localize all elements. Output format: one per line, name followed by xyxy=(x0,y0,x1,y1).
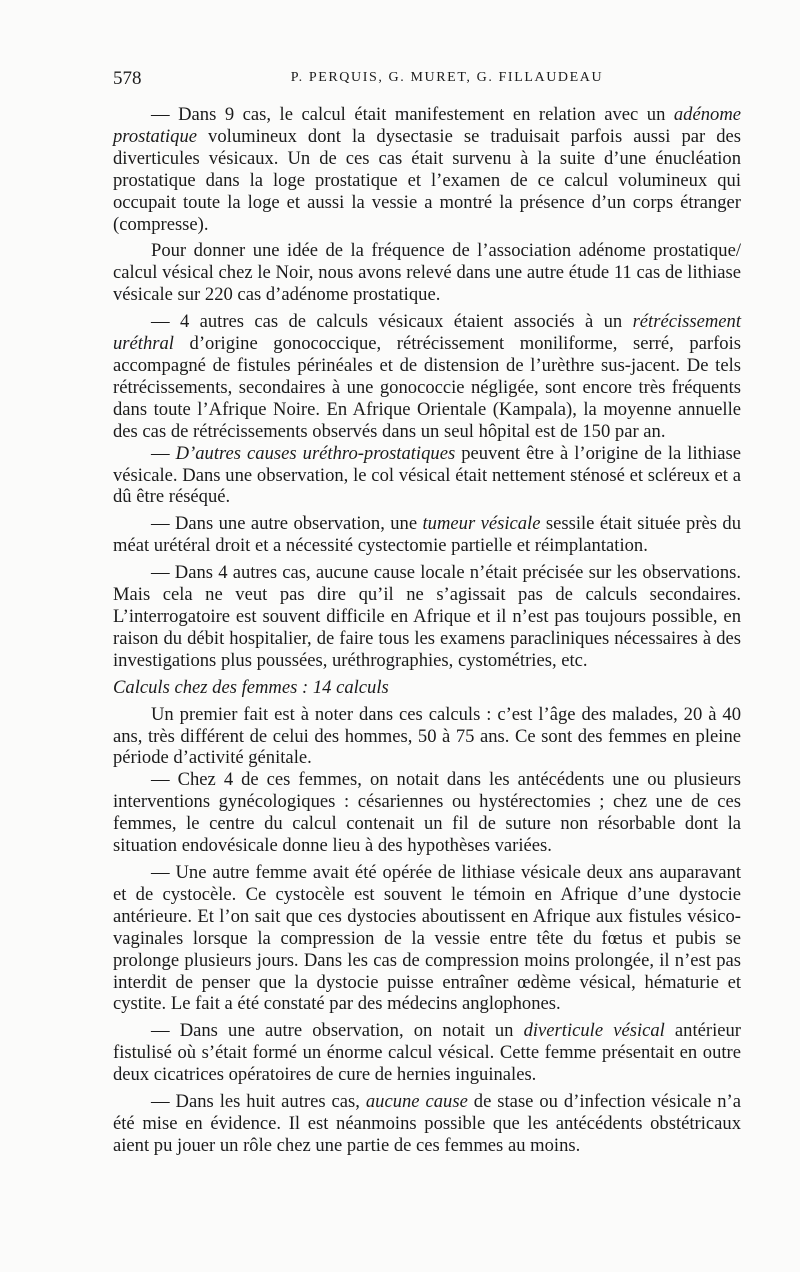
document-page xyxy=(113,68,741,1162)
emphasis: diverticule vésical xyxy=(523,1020,665,1042)
paragraph: — Dans 9 cas, le calcul était manifestement en relation avec un adénome prostatique volumineux dont la dysectasie se traduisait parfois aussi par des diverticules vésicaux. Un de ces cas était survenu à la suite d’une énucléation prostatique dans la loge prostatique et l’examen de ce calcul volumineux qui occupait toute la loge et aussi la vessie a montré la présence d’un corps étranger (compresse). xyxy=(113,104,741,235)
paragraph: — Dans une autre observation, on notait un diverticule vésical antérieur fistulisé où s’était formé un énorme calcul vésical. Cette femme présentait en outre deux cicatrices opératoires de cure de hernies inguinales. xyxy=(113,1020,742,1086)
running-head: P. PERQUIS, G. MURET, G. FILLAUDEAU xyxy=(290,70,604,85)
emphasis: D’autres causes uréthro-prostatiques xyxy=(175,442,456,464)
page-header xyxy=(113,68,741,98)
paragraph: — Chez 4 de ces femmes, on notait dans les antécédents une ou plusieurs interventions gynécologiques : césariennes ou hystérectomies ; chez une de ces femmes, le centre du calcul contenait un fil de suture non résorbable dont la situation endovésicale donne lieu à des hypothèses variées. xyxy=(113,769,741,857)
paragraph: Pour donner une idée de la fréquence de l’association adénome prostatique/ calcul vésical chez le Noir, nous avons relevé dans une autre étude 11 cas de lithiase vésicale sur 220 cas d’adénome prostatique. xyxy=(113,240,741,306)
paragraph: — Dans les huit autres cas, aucune cause de stase ou d’infection vésicale n’a été mise en évidence. Il est néanmoins possible que les antécédents obstétricaux aient pu jouer un rôle chez une partie de ces femmes au moins. xyxy=(113,1091,741,1156)
paragraph: — 4 autres cas de calculs vésicaux étaient associés à un rétrécissement uréthral d’origine gonococcique, rétrécissement moniliforme, serré, parfois accompagné de fistules périnéales et de distension de l’urèthre sus-jacent. De tels rétrécissements, secondaires à une gonococcie négligée, sont encore très fréquents dans toute l’Afrique Noire. En Afrique Orientale (Kampala), la moyenne annuelle des cas de rétrécissements observés dans un seul hôpital est de 150 par an. xyxy=(113,311,741,442)
paragraph: Un premier fait est à noter dans ces calculs : c’est l’âge des malades, 20 à 40 ans, très différent de celui des hommes, 50 à 75 ans. Ce sont des femmes en pleine période d’activité génitale. xyxy=(113,703,741,769)
section-heading: Calculs chez des femmes : 14 calculs xyxy=(113,676,389,698)
paragraph: — D’autres causes uréthro-prostatiques peuvent être à l’origine de la lithiase vésicale. Dans une observation, le col vésical était nettement sténosé et scléreux et a dû être réséqué. xyxy=(113,442,741,508)
page-number: 578 xyxy=(113,68,142,89)
paragraph: — Une autre femme avait été opérée de lithiase vésicale deux ans auparavant et de cystocèle. Ce cystocèle est souvent le témoin en Afrique d’une dystocie antérieure. Et l’on sait que ces dystocies aboutissent en Afrique aux fistules vésico-vaginales lorsque la compression de la vessie entre tête du fœtus et pubis se prolonge plusieurs jours. Dans les cas de compression moins prolongée, il n’est pas interdit de penser que la dystocie puisse entraîner œdème vésical, hématurie et cystite. Le fait a été constaté par des médecins anglophones. xyxy=(113,862,741,1015)
emphasis: rétrécissement uréthral xyxy=(113,311,741,355)
paragraph: — Dans 4 autres cas, aucune cause locale n’était précisée sur les observations. Mais cela ne veut pas dire qu’il ne s’agissait pas de calculs secondaires. L’interrogatoire est souvent difficile en Afrique et il n’est pas toujours possible, en raison du débit hospitalier, de faire tous les examens paracliniques nécessaires à des investigations plus poussées, uréthrographies, cystométries, etc. xyxy=(113,562,741,671)
emphasis: aucune cause xyxy=(365,1091,468,1113)
emphasis: adénome prostatique xyxy=(113,104,741,147)
paragraph: — Dans une autre observation, une tumeur vésicale sessile était située près du méat urétéral droit et a nécessité cystectomie partielle et réimplantation. xyxy=(113,513,742,557)
emphasis: tumeur vésicale xyxy=(422,513,541,535)
body-text xyxy=(113,104,741,1157)
